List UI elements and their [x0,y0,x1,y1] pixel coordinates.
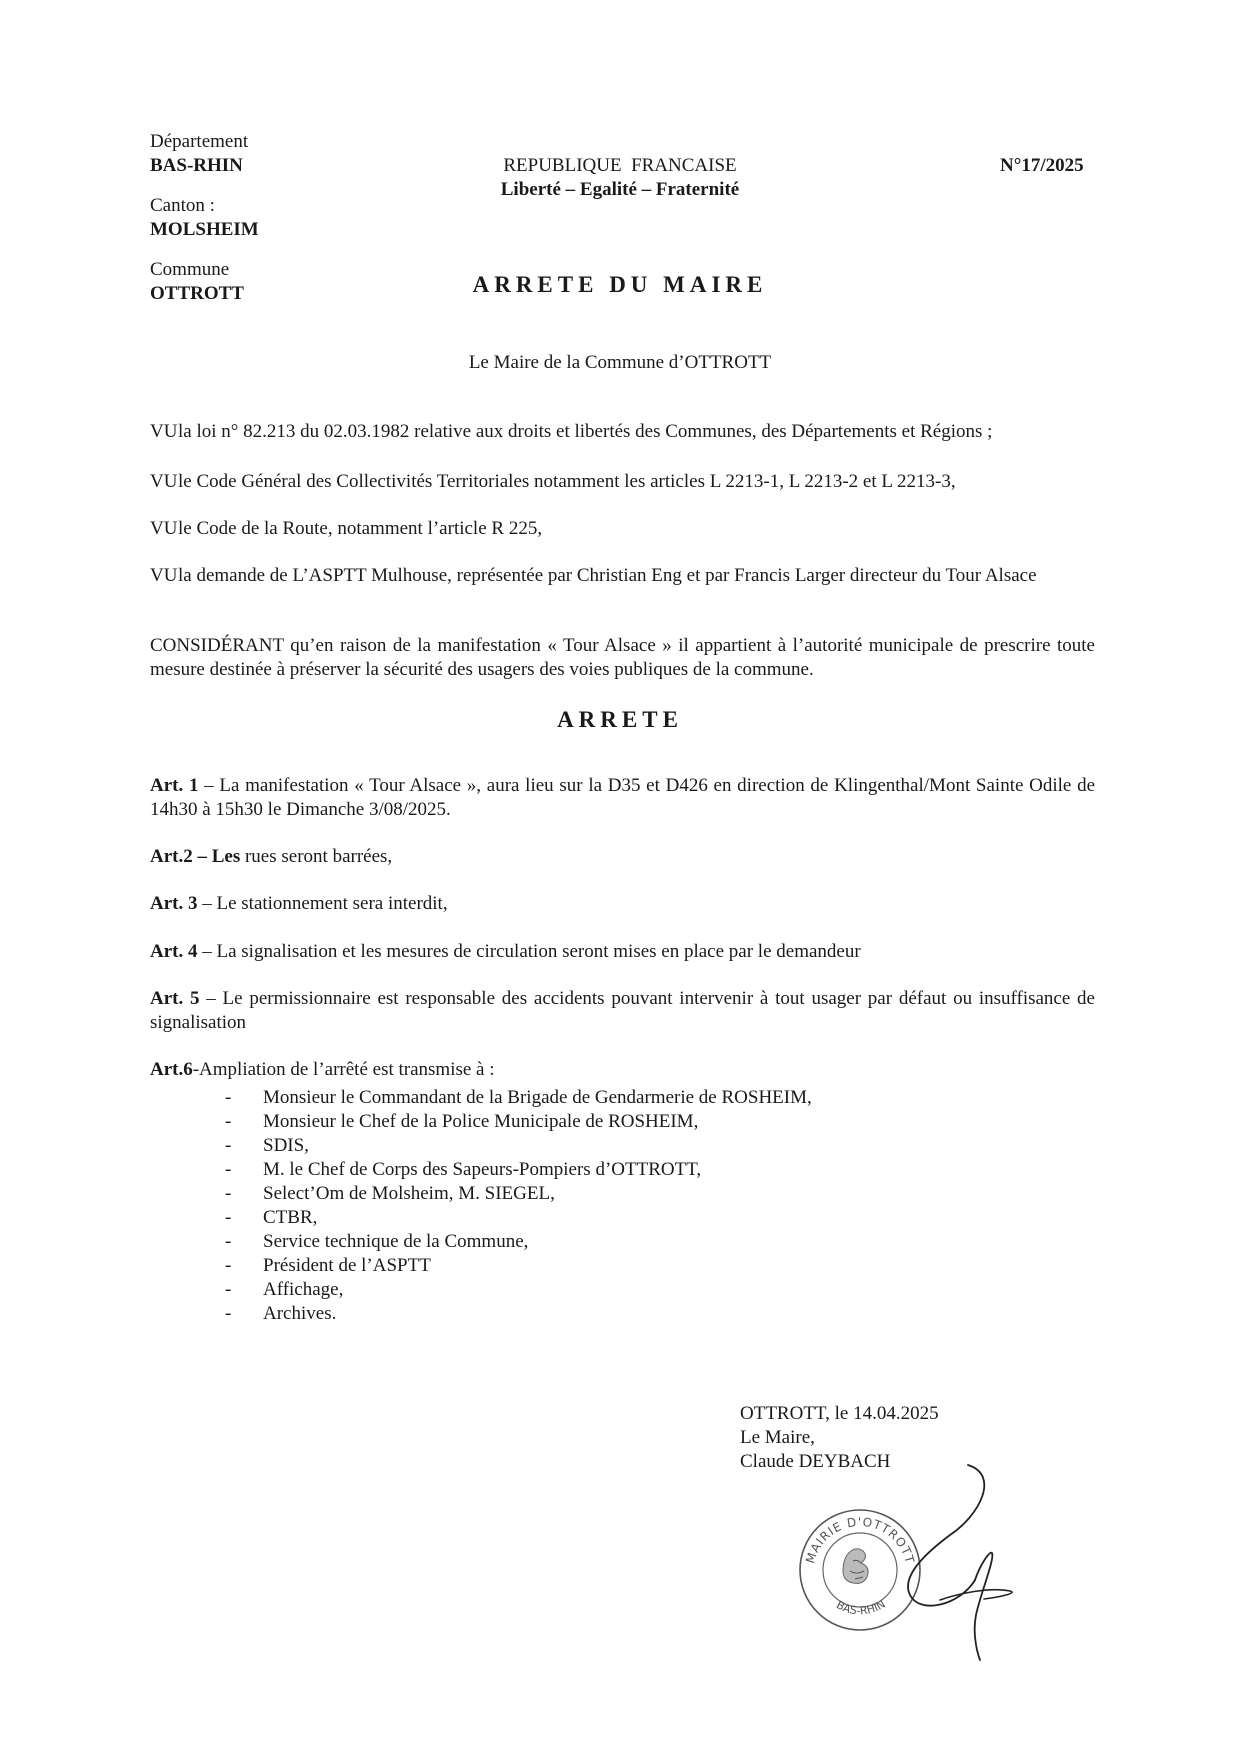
vu-item [150,420,1095,444]
commune-name: OTTROTT [150,283,244,304]
signatory-name: Claude DEYBACH [740,1451,891,1472]
article-text: – Le permissionnaire est responsable des accidents pouvant intervenir à tout usager par défaut ou insuffisance de signalisation [150,988,1095,1033]
list-item: - Monsieur le Chef de la Police Municipale de ROSHEIM, [225,1111,699,1132]
arrete-heading: ARRETE [557,707,683,732]
vu-tag: VU [150,565,178,586]
article-label: Art.2 – Les [150,846,241,867]
devise: Liberté – Egalité – Fraternité [500,179,740,200]
vu-text: le Code Général des Collectivités Territoriales notamment les articles L 2213-1, L 2213-2 et L 2213-3, [178,471,956,492]
departement-name: BAS-RHIN [150,155,243,176]
vu-text: le Code de la Route, notamment l’article R 225, [178,518,543,539]
list-item: - Monsieur le Commandant de la Brigade de Gendarmerie de ROSHEIM, [225,1087,812,1108]
article-5 [150,987,1095,1035]
departement-label: Département [150,131,249,152]
vu-text: la demande de L’ASPTT Mulhouse, représentée par Christian Eng et par Francis Larger directeur du Tour Alsace [178,565,1037,586]
article-text: -Ampliation de l’arrêté est transmise à : [192,1059,495,1080]
article-1 [150,774,1095,822]
vu-item [150,564,1095,588]
list-item: - M. le Chef de Corps des Sapeurs-Pompiers d’OTTROTT, [225,1159,702,1180]
svg-text:MAIRIE D'OTTROTT: MAIRIE D'OTTROTT [803,1514,918,1566]
considerant-paragraph: CONSIDÉRANT qu’en raison de la manifestation « Tour Alsace » il appartient à l’autorité municipale de prescrire toute mesure destinée à préserver la sécurité des usagers des voies publiques de la commune. [150,635,1095,680]
vu-text: la loi n° 82.213 du 02.03.1982 relative aux droits et libertés des Communes, des Départements et Régions ; [178,421,993,442]
article-label: Art. 3 [150,893,198,914]
vu-item [150,517,1095,541]
recipient-list [225,1086,812,1326]
vu-tag: VU [150,421,178,442]
handwritten-signature [880,1455,1020,1665]
article-6 [150,1058,1095,1082]
article-text: rues seront barrées, [240,846,393,867]
list-item: - CTBR, [225,1207,318,1228]
vu-tag: VU [150,471,178,492]
decree-number: N°17/2025 [1000,155,1084,176]
list-item: - Select’Om de Molsheim, M. SIEGEL, [225,1183,555,1204]
list-item: - Archives. [225,1303,337,1324]
vu-item [150,470,1095,494]
list-item: - Président de l’ASPTT [225,1255,431,1276]
article-label: Art.6 [150,1059,193,1080]
list-item: - SDIS, [225,1135,309,1156]
article-3 [150,892,1095,916]
page-title: ARRETE DU MAIRE [472,272,768,297]
republique-heading: REPUBLIQUE FRANCAISE [503,155,737,176]
article-text: – La manifestation « Tour Alsace », aura lieu sur la D35 et D426 en direction de Klingenthal/Mont Sainte Odile de 14h30 à 15h30 le Dimanche 3/08/2025. [150,775,1095,820]
intro-line: Le Maire de la Commune d’OTTROTT [468,352,772,373]
signatory-role: Le Maire, [740,1427,815,1448]
article-2 [150,845,1095,869]
article-label: Art. 4 [150,941,198,962]
svg-text:BAS-RHIN: BAS-RHIN [834,1597,888,1618]
vu-tag: VU [150,518,178,539]
commune-label: Commune [150,259,230,280]
article-label: Art. 5 [150,988,200,1009]
list-item: - Service technique de la Commune, [225,1231,529,1252]
article-text: – La signalisation et les mesures de circulation seront mises en place par le demandeur [197,941,861,962]
place-date: OTTROTT, le 14.04.2025 [740,1403,939,1424]
canton-label: Canton : [150,195,215,216]
article-label: Art. 1 [150,775,199,796]
administrative-header [150,130,330,306]
list-item: - Affichage, [225,1279,344,1300]
article-4 [150,940,1095,964]
article-text: – Le stationnement sera interdit, [197,893,448,914]
canton-name: MOLSHEIM [150,219,259,240]
